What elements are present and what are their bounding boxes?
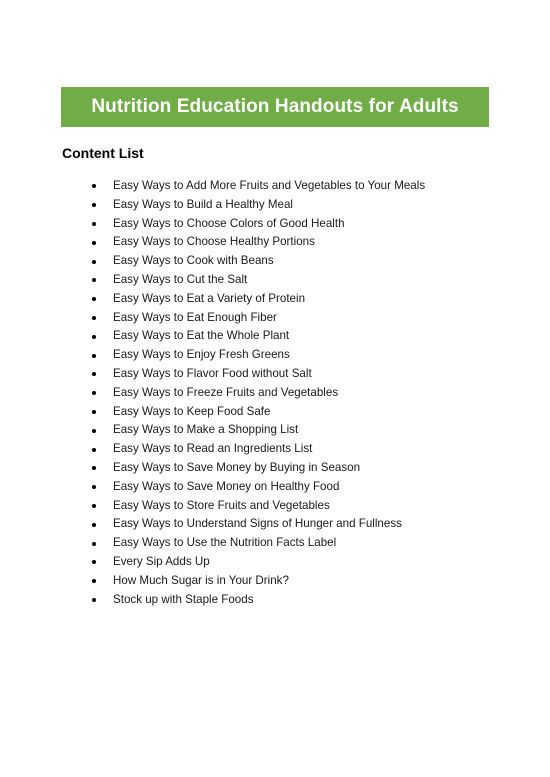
- bullet-icon: [92, 203, 96, 207]
- list-item: [92, 327, 425, 346]
- list-item-label: Easy Ways to Add More Fruits and Vegetables to Your Meals: [113, 179, 426, 192]
- list-item: [92, 478, 425, 497]
- list-item-label: Easy Ways to Build a Healthy Meal: [113, 197, 293, 211]
- bullet-icon: [92, 241, 96, 245]
- bullet-icon: [92, 598, 96, 602]
- list-item: [92, 365, 425, 384]
- bullet-icon: [92, 523, 96, 527]
- list-item: [92, 233, 425, 252]
- bullet-icon: [92, 542, 96, 546]
- list-item-label: Easy Ways to Save Money by Buying in Season: [113, 460, 361, 474]
- bullet-icon: [92, 429, 96, 433]
- list-item-label: Easy Ways to Use the Nutrition Facts Label: [113, 536, 337, 550]
- list-item: [92, 346, 425, 365]
- bullet-icon: [92, 560, 96, 564]
- list-item: [92, 403, 425, 422]
- list-item-label: Easy Ways to Choose Colors of Good Health: [113, 216, 345, 230]
- list-item: [92, 497, 425, 516]
- list-item-label: Easy Ways to Choose Healthy Portions: [113, 235, 315, 249]
- bullet-icon: [92, 485, 96, 489]
- list-item-label: Easy Ways to Keep Food Safe: [113, 404, 271, 418]
- list-item: [92, 177, 425, 196]
- bullet-icon: [92, 316, 96, 320]
- bullet-icon: [92, 222, 96, 226]
- list-item-label: How Much Sugar is in Your Drink?: [113, 573, 289, 587]
- bullet-icon: [92, 297, 96, 301]
- list-item-label: Easy Ways to Make a Shopping List: [113, 423, 299, 437]
- bullet-icon: [92, 448, 96, 452]
- bullet-icon: [92, 410, 96, 414]
- list-item-label: Easy Ways to Save Money on Healthy Food: [113, 479, 340, 493]
- list-item: [92, 572, 425, 591]
- document-title: Nutrition Education Handouts for Adults: [91, 96, 459, 117]
- list-item: [92, 271, 425, 290]
- bullet-icon: [92, 504, 96, 508]
- bullet-icon: [92, 466, 96, 470]
- title-banner: [61, 87, 489, 127]
- list-item: [92, 591, 425, 610]
- list-item-label: Easy Ways to Understand Signs of Hunger and Fullness: [113, 517, 402, 531]
- list-item: [92, 196, 425, 215]
- list-item: [92, 459, 425, 478]
- list-item-label: Easy Ways to Cook with Beans: [113, 254, 274, 268]
- bullet-icon: [92, 354, 96, 358]
- list-item: [92, 252, 425, 271]
- list-item: [92, 309, 425, 328]
- content-list: [92, 177, 425, 609]
- list-item: [92, 384, 425, 403]
- list-item-label: Easy Ways to Cut the Salt: [113, 272, 248, 286]
- list-item-label: Easy Ways to Store Fruits and Vegetables: [113, 498, 330, 512]
- bullet-icon: [92, 391, 96, 395]
- list-item-label: Easy Ways to Eat Enough Fiber: [113, 310, 277, 324]
- list-item: [92, 421, 425, 440]
- list-item: [92, 515, 425, 534]
- list-item: [92, 215, 425, 234]
- list-item: [92, 290, 425, 309]
- bullet-icon: [92, 260, 96, 264]
- list-item-label: Easy Ways to Flavor Food without Salt: [113, 366, 312, 380]
- list-item-label: Every Sip Adds Up: [113, 554, 210, 568]
- bullet-icon: [92, 184, 96, 188]
- bullet-icon: [92, 278, 96, 282]
- section-heading: Content List: [62, 145, 144, 161]
- list-item: [92, 553, 425, 572]
- bullet-icon: [92, 579, 96, 583]
- list-item-label: Easy Ways to Enjoy Fresh Greens: [113, 348, 290, 362]
- bullet-icon: [92, 335, 96, 339]
- list-item-label: Easy Ways to Eat the Whole Plant: [113, 329, 290, 343]
- list-item-label: Easy Ways to Freeze Fruits and Vegetables: [113, 385, 339, 399]
- list-item-label: Easy Ways to Read an Ingredients List: [113, 442, 313, 456]
- list-item: [92, 534, 425, 553]
- list-item-label: Easy Ways to Eat a Variety of Protein: [113, 291, 306, 305]
- bullet-icon: [92, 372, 96, 376]
- list-item: [92, 440, 425, 459]
- list-item-label: Stock up with Staple Foods: [113, 592, 254, 606]
